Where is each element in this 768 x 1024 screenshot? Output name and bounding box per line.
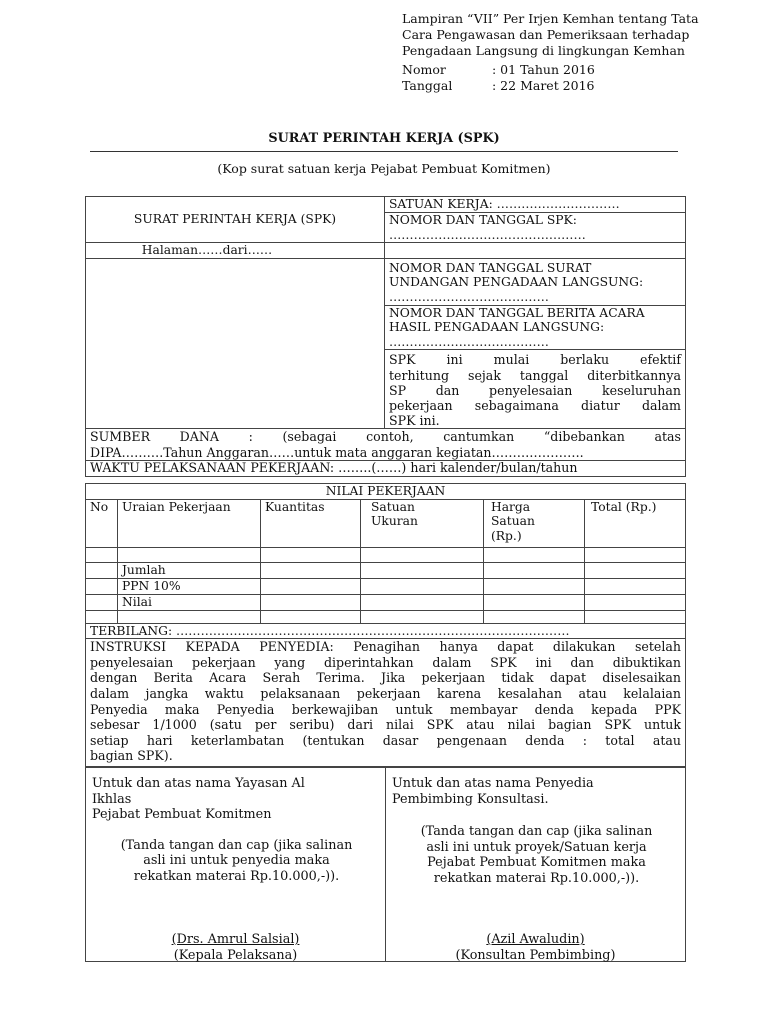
- berita-line-3: …………………………………: [389, 334, 549, 349]
- signature-table: [85, 767, 686, 962]
- nilai-heading-cell: [86, 484, 686, 500]
- nilai-pekerjaan-table: [85, 483, 686, 767]
- sig-right-line-1: Untuk dan atas nama Penyedia: [392, 776, 594, 791]
- table-row: [86, 610, 686, 623]
- sumber-dana-line-1: SUMBER DANA : (sebagai contoh, cantumkan “dibebankan atas: [90, 429, 681, 445]
- sig-left-name: (Drs. Amrul Salsial): [171, 932, 300, 947]
- berlaku-line-1: SPK ini mulai berlaku efektif: [389, 352, 681, 368]
- column-header-row: [86, 499, 686, 547]
- undangan-line-1: NOMOR DAN TANGGAL SURAT: [389, 260, 592, 275]
- sig-left-line-2: Ikhlas: [92, 791, 132, 807]
- berita-line-1: NOMOR DAN TANGGAL BERITA ACARA: [389, 305, 645, 320]
- berlaku-cell: [385, 350, 686, 429]
- lampiran-tanggal: [402, 78, 595, 94]
- sumber-dana-cell: [86, 429, 686, 461]
- sig-right-note-2: asli ini untuk proyek/Satuan kerja: [426, 839, 647, 855]
- instruksi-line-2: penyelesaian pekerjaan yang diperintahkan dalam SPK ini dan dibuktikan: [90, 654, 682, 670]
- instruksi-line-3: dengan Berita Acara Serah Terima. Jika pekerjaan tidak dapat diselesaikan: [90, 670, 682, 686]
- left-blank-cell: [86, 258, 385, 429]
- instruksi-line-6: sebesar 1/1000 (satu per seribu) dari nilai SPK atau nilai bagian SPK untuk: [90, 717, 682, 733]
- sig-left-position: (Kepala Pelaksana): [173, 948, 298, 963]
- sig-left-note-2: asli ini untuk penyedia maka: [143, 853, 330, 869]
- berlaku-line-4: pekerjaan sebagaimana diatur dalam: [389, 397, 681, 413]
- berita-acara-cell: [385, 305, 686, 350]
- col-header-no: No: [86, 499, 118, 547]
- summary-nilai: Nilai: [118, 594, 261, 610]
- sig-left-line-1: Untuk dan atas nama Yayasan Al: [92, 776, 305, 791]
- sig-left-line-3: Pejabat Pembuat Komitmen: [92, 807, 272, 823]
- signature-right-cell: [386, 768, 686, 962]
- berlaku-line-2: terhitung sejak tanggal diterbitkannya: [389, 367, 681, 383]
- signature-left-cell: [86, 768, 386, 962]
- nomor-spk-cell: [385, 213, 686, 243]
- spk-label: SURAT PERINTAH KERJA (SPK): [133, 212, 337, 227]
- undangan-cell: [385, 258, 686, 305]
- nilai-heading: NILAI PEKERJAAN: [325, 484, 446, 498]
- berlaku-line-3: SP dan penyelesaian keseluruhan: [389, 382, 681, 398]
- spk-label-cell: [86, 197, 385, 243]
- halaman-cell: [86, 243, 385, 259]
- waktu-pelaksanaan: WAKTU PELAKSANAAN PEKERJAAN: ……..(……) hari kalender/bulan/tahun: [90, 460, 578, 476]
- terbilang-field: TERBILANG: ……………………………………………………………………………………: [90, 623, 570, 638]
- col-header-total: Total (Rp.): [585, 499, 686, 547]
- summary-ppn: PPN 10%: [118, 578, 261, 594]
- nomor-spk-label: NOMOR DAN TANGGAL SPK:: [389, 213, 577, 227]
- lampiran-nomor: [402, 62, 595, 78]
- table-row: [86, 578, 686, 594]
- lampiran-line-3: Pengadaan Langsung di lingkungan Kemhan: [402, 43, 685, 58]
- undangan-line-2: UNDANGAN PENGADAAN LANGSUNG:: [389, 275, 644, 290]
- instruksi-line-8: bagian SPK).: [90, 748, 173, 764]
- halaman-right-cell: [385, 243, 686, 259]
- sumber-dana-line-2: DIPA……….Tahun Anggaran……untuk mata anggaran kegiatan………………….: [90, 444, 584, 460]
- sig-left-note-1: (Tanda tangan dan cap (jika salinan: [120, 837, 353, 853]
- kop-surat-note: (Kop surat satuan kerja Pejabat Pembuat Komitmen): [217, 161, 551, 176]
- satuan-kerja-cell: [385, 197, 686, 213]
- sig-right-note-1: (Tanda tangan dan cap (jika salinan: [420, 824, 653, 840]
- document-title: SURAT PERINTAH KERJA (SPK): [268, 131, 500, 146]
- instruksi-line-1: INSTRUKSI KEPADA PENYEDIA: Penagihan hanya dapat dilakukan setelah: [90, 639, 682, 655]
- tanggal-label: Tanggal: [402, 78, 453, 93]
- table-row: [86, 594, 686, 610]
- terbilang-cell: [86, 623, 686, 639]
- waktu-cell: [86, 461, 686, 477]
- tanggal-value: : 22 Maret 2016: [492, 78, 595, 93]
- col-header-harga: Harga Satuan (Rp.): [484, 499, 585, 547]
- instruksi-line-4: dalam jangka waktu pelaksanaan pekerjaan karena kesalahan atau kelalaian: [90, 685, 682, 701]
- sig-right-line-2: Pembimbing Konsultasi.: [392, 791, 549, 807]
- nomor-label: Nomor: [402, 62, 446, 77]
- instruksi-cell: [86, 639, 686, 767]
- summary-jumlah: Jumlah: [118, 562, 261, 578]
- instruksi-line-5: Penyedia maka Penyedia berkewajiban untuk membayar denda kepada PPK: [90, 701, 682, 717]
- sig-left-note-3: rekatkan materai Rp.10.000,-)).: [133, 868, 340, 884]
- lampiran-line-1: Lampiran “VII” Per Irjen Kemhan tentang Tata: [402, 11, 699, 26]
- col-header-kuantitas: Kuantitas: [261, 499, 361, 547]
- spk-info-table: [85, 196, 686, 477]
- title-rule: [90, 151, 678, 152]
- sig-right-name: (Azil Awaludin): [486, 932, 585, 947]
- col-header-uraian: Uraian Pekerjaan: [118, 499, 261, 547]
- lampiran-line-2: Cara Pengawasan dan Pemeriksaan terhadap: [402, 27, 690, 42]
- halaman-field: Halaman……dari……: [141, 243, 273, 258]
- nomor-spk-dots: …………………………………………: [389, 227, 586, 242]
- undangan-line-3: …………………………………: [389, 289, 549, 304]
- col-header-satuan: Satuan Ukuran: [361, 499, 484, 547]
- table-row: [86, 562, 686, 578]
- nomor-value: : 01 Tahun 2016: [492, 62, 595, 77]
- satuan-kerja-field: SATUAN KERJA: …………………………: [389, 197, 620, 211]
- sig-right-note-3: Pejabat Pembuat Komitmen maka: [427, 855, 646, 871]
- berita-line-2: HASIL PENGADAAN LANGSUNG:: [389, 320, 605, 335]
- instruksi-line-7: setiap hari keterlambatan (tentukan dasar pengenaan denda : total atau: [90, 732, 682, 748]
- sig-right-position: (Konsultan Pembimbing): [455, 948, 616, 963]
- sig-right-note-4: rekatkan materai Rp.10.000,-)).: [433, 870, 640, 886]
- berlaku-line-5: SPK ini.: [389, 413, 440, 429]
- table-row: [86, 547, 686, 562]
